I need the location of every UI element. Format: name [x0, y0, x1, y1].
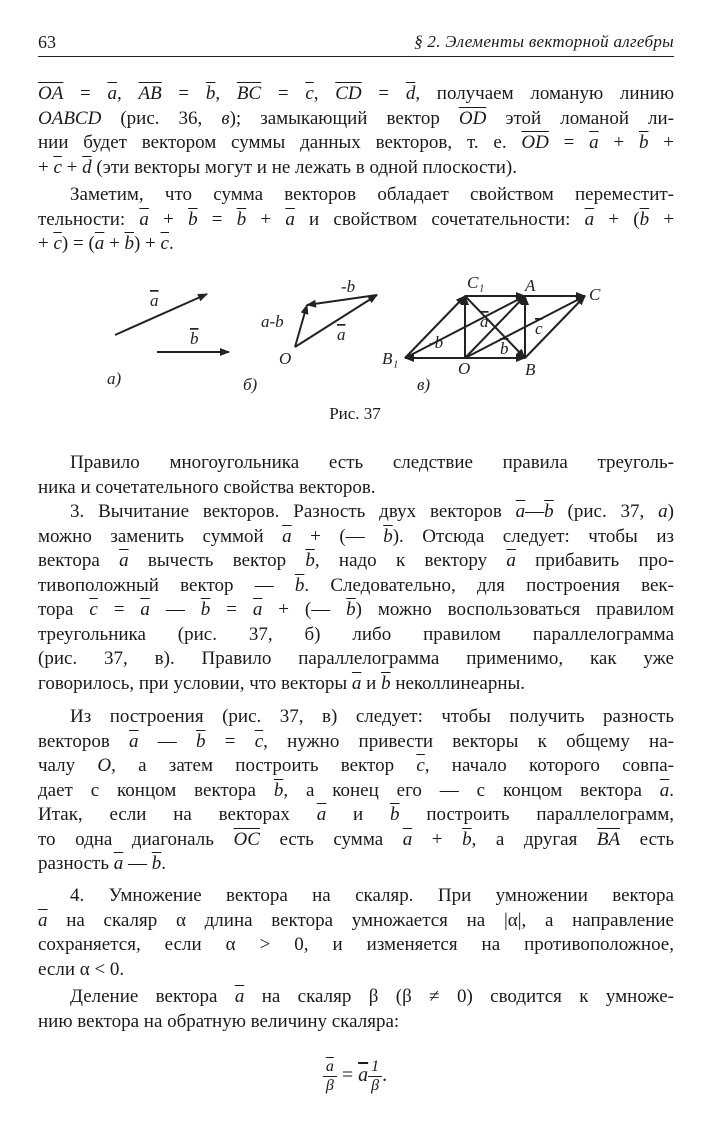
- text-line: [38, 574, 674, 599]
- label-vector-a-triangle: a: [337, 325, 346, 344]
- text-run: ). Отсюда следует: чтобы из: [392, 525, 674, 547]
- vector-a: $\overline{a}$: [119, 550, 129, 571]
- label-part-b: б): [243, 375, 258, 394]
- fraction-denominator: β: [371, 1077, 380, 1094]
- text-run: —: [138, 730, 196, 752]
- text-run: +: [38, 233, 54, 254]
- vector-a: $\overline{a}$: [285, 208, 295, 230]
- text-run: , а другая: [471, 828, 597, 850]
- text-line: если α < 0.: [38, 958, 125, 980]
- paragraph-sum-properties: [38, 183, 674, 257]
- text-run: ): [667, 501, 674, 522]
- vector-b: $\overline{b}$: [200, 599, 211, 620]
- vector-b: $\overline{b}$: [124, 233, 134, 254]
- label-vector-c: c: [535, 319, 543, 338]
- paragraph-difference-construction: [38, 705, 674, 877]
- text-italic: в: [221, 107, 230, 129]
- text-run: +: [598, 132, 639, 153]
- label-point-O-triangle: O: [279, 349, 292, 368]
- vector-a: $\overline{a}$: [358, 1064, 369, 1087]
- text-run: , а затем построить вектор: [111, 755, 417, 776]
- vector-b: $\overline{b}$: [273, 779, 284, 801]
- text-run: =: [97, 599, 141, 620]
- text-line: [38, 232, 674, 257]
- text-run: этой ломаной ли-: [486, 107, 674, 129]
- text-run: говорилось, при условии, что векторы: [38, 672, 352, 694]
- text-run: неколлинеарны.: [390, 672, 526, 694]
- vector-b: $\overline{b}$: [381, 672, 391, 694]
- vector-b: $\overline{b}$: [196, 730, 206, 752]
- point-OABCD: OABCD: [38, 107, 102, 129]
- vector-b: $\overline{b}$: [305, 550, 315, 571]
- text-run: , а конец его — с концом вектора: [283, 779, 660, 801]
- vector-b: $\overline{b}$: [294, 574, 305, 596]
- text-run: , надо к вектору: [314, 550, 507, 571]
- vector-BA: $\overline{BA}$: [596, 828, 621, 850]
- page-number: 63: [38, 32, 56, 52]
- text-run: и: [326, 804, 391, 825]
- vector-a: $\overline{a}$: [113, 853, 124, 874]
- text-line: (рис. 37, в). Правило параллелограмма применимо, как уже: [38, 648, 674, 669]
- vector-a: $\overline{a}$: [282, 525, 292, 547]
- text-line: [38, 598, 674, 623]
- vector-b: $\overline{b}$: [151, 853, 162, 874]
- label-point-O-parallelogram: O: [458, 359, 471, 378]
- text-run: ) = (: [61, 233, 95, 254]
- text-run: +: [148, 208, 189, 230]
- vector-c: $\overline{c}$: [89, 599, 98, 620]
- fraction-denominator: β: [325, 1077, 334, 1094]
- vector-b: $\overline{b}$: [544, 501, 554, 522]
- vector-c: $\overline{c}$: [254, 730, 264, 752]
- vector-b: $\overline{b}$: [236, 208, 247, 230]
- text-run: прибавить про-: [515, 550, 674, 571]
- text-line: [38, 985, 674, 1010]
- vector-a: $\overline{a}$: [252, 599, 263, 620]
- arrow-vector-a-b: [295, 295, 377, 347]
- text-line: Заметим, что сумма векторов обладает свойством переместит-: [70, 184, 674, 205]
- text-run: + (—: [262, 599, 347, 620]
- text-run: =: [210, 599, 253, 620]
- vector-a: $\overline{a}$: [140, 599, 150, 620]
- text-run: ,: [117, 83, 139, 104]
- text-run: разность: [38, 853, 114, 874]
- text-run: и: [361, 672, 382, 694]
- vector-a: $\overline{a}$: [139, 208, 149, 230]
- label-point-B: B: [525, 360, 536, 379]
- text-run: .: [168, 233, 174, 254]
- text-run: есть сумма: [259, 828, 403, 850]
- text-run: вычесть вектор: [128, 550, 306, 571]
- text-line: ника и сочетательного свойства векторов.: [38, 476, 376, 498]
- vector-OA: $\overline{OA}$: [38, 83, 64, 104]
- vector-c: $\overline{c}$: [305, 83, 314, 104]
- text-run: (рис. 36,: [101, 107, 222, 129]
- fraction-numerator: $\overline{a}$: [323, 1058, 337, 1077]
- figure-caption: Рис. 37: [329, 404, 381, 423]
- text-run: ,: [313, 83, 336, 104]
- text-line: [38, 779, 674, 804]
- text-run: , начало которого совпа-: [424, 755, 675, 776]
- label-part-v: в): [417, 375, 431, 394]
- vector-a: $\overline{a}$: [589, 132, 599, 153]
- text-run: ,: [215, 83, 237, 104]
- vector-a: $\overline{a}$: [107, 83, 117, 104]
- formula-period: .: [382, 1064, 388, 1087]
- text-run: тельности:: [38, 208, 140, 230]
- paragraph-polygon-rule: [38, 451, 674, 500]
- vector-OC: $\overline{OC}$: [233, 828, 260, 850]
- vector-d: $\overline{d}$: [405, 83, 416, 104]
- vector-a: $\overline{a}$: [584, 208, 595, 230]
- text-run: Деление вектора: [70, 986, 235, 1007]
- vector-OD: $\overline{OD}$: [458, 107, 487, 129]
- fraction-numerator: 1: [368, 1058, 382, 1077]
- vector-c: $\overline{c}$: [416, 755, 425, 776]
- vector-OD: $\overline{OD}$: [521, 132, 549, 153]
- text-run: +: [246, 208, 286, 230]
- text-line: [38, 131, 674, 156]
- division-formula: [0, 1058, 710, 1095]
- text-run: , нужно привести векторы к общему на-: [263, 730, 674, 752]
- equals-sign: =: [336, 1064, 359, 1087]
- vector-b: $\overline{b}$: [346, 599, 356, 620]
- label-point-C1: C₁: [467, 273, 485, 292]
- vector-a: $\overline{a}$: [506, 550, 516, 571]
- vector-c: $\overline{c}$: [53, 156, 62, 178]
- text-run: + (: [594, 208, 640, 230]
- text-run: чалу: [38, 755, 98, 776]
- label-vector-a: a: [150, 291, 159, 310]
- text-line: [38, 525, 674, 550]
- figure-37: [95, 272, 635, 402]
- vector-b: $\overline{b}$: [462, 828, 472, 850]
- text-run: тивоположный вектор —: [38, 574, 295, 596]
- label-part-a: а): [107, 369, 122, 388]
- text-run: векторов: [38, 730, 130, 752]
- label-point-A: A: [525, 276, 536, 295]
- label-vector-a-parallelogram: a: [480, 312, 489, 331]
- paragraph-scalar-multiplication: [38, 884, 674, 982]
- vector-a: $\overline{a}$: [316, 804, 327, 825]
- vector-a: $\overline{a}$: [351, 672, 362, 694]
- text-line: [38, 156, 674, 181]
- text-run: —: [149, 599, 201, 620]
- vector-a: $\overline{a}$: [659, 779, 670, 801]
- text-line: [38, 803, 674, 828]
- text-run: на скаляр α длина вектора умножается на |α|, а направление: [47, 909, 674, 931]
- text-line: [38, 208, 674, 233]
- label-vector-b-parallelogram: b: [500, 339, 509, 358]
- text-run: +: [104, 233, 125, 254]
- text-run: (эти векторы могут и не лежать в одной плоскости).: [91, 156, 517, 178]
- text-line: [38, 500, 674, 525]
- text-run: ) +: [134, 233, 161, 254]
- text-run: =: [205, 730, 255, 752]
- text-line: треугольника (рис. 37, б) либо правилом параллелограмма: [38, 623, 674, 645]
- label-point-C: C: [589, 285, 601, 304]
- text-run: + (—: [291, 525, 384, 547]
- vector-a: $\overline{a}$: [402, 828, 413, 850]
- text-italic: а: [658, 501, 668, 522]
- paragraph-polygon-sum: [38, 82, 674, 180]
- vector-c: $\overline{c}$: [53, 233, 62, 254]
- text-run: тора: [38, 599, 90, 620]
- text-run: можно заменить суммой: [38, 525, 283, 547]
- text-run: есть: [620, 828, 674, 850]
- text-run: Итак, если на векторах: [38, 804, 317, 825]
- text-run: +: [38, 156, 54, 178]
- vector-a: $\overline{a}$: [515, 501, 526, 522]
- text-line: [38, 828, 674, 853]
- text-run: . Следовательно, для построения век-: [304, 574, 674, 596]
- vector-a: $\overline{a}$: [234, 986, 245, 1007]
- label-minus-b: -b: [341, 277, 356, 296]
- text-run: .: [161, 853, 166, 874]
- vector-b: $\overline{b}$: [390, 804, 400, 825]
- vector-diagram: [95, 272, 635, 402]
- vector-a: $\overline{a}$: [38, 909, 48, 931]
- text-run: дает с концом вектора: [38, 779, 274, 801]
- label-vector-b: b: [190, 329, 199, 348]
- text-run: =: [63, 83, 108, 104]
- text-run: вектора: [38, 550, 120, 571]
- vector-b: $\overline{b}$: [639, 208, 650, 230]
- vector-a: $\overline{a}$: [94, 233, 105, 254]
- text-line: [38, 672, 674, 697]
- text-run: ) можно воспользоваться правилом: [355, 599, 674, 620]
- fraction-one-over-beta: [368, 1058, 382, 1095]
- text-run: =: [548, 132, 590, 153]
- text-run: построить параллелограмм,: [399, 804, 674, 825]
- text-line: [38, 82, 674, 107]
- running-head: § 2. Элементы векторной алгебры: [414, 32, 674, 51]
- text-run: +: [648, 132, 675, 153]
- text-run: (рис. 37,: [553, 501, 659, 522]
- vector-d: $\overline{d}$: [82, 156, 92, 178]
- text-line: [38, 730, 674, 755]
- text-run: =: [361, 83, 406, 104]
- arrow-minus-b: [307, 295, 377, 305]
- text-run: —: [123, 853, 152, 874]
- running-header: [38, 30, 674, 57]
- vector-b: $\overline{b}$: [188, 208, 198, 230]
- vector-c: $\overline{c}$: [160, 233, 169, 254]
- text-run: и свойством сочетательности:: [294, 208, 585, 230]
- text-line: [38, 107, 674, 132]
- fraction-a-over-beta: [323, 1058, 337, 1095]
- text-run: =: [197, 208, 237, 230]
- text-line: [38, 754, 674, 779]
- text-run: нии будет вектором суммы данных векторов, т. е.: [38, 132, 522, 153]
- text-line: [38, 549, 674, 574]
- text-run: .: [669, 779, 675, 801]
- text-line: [38, 909, 674, 934]
- text-run: , получаем ломаную линию: [415, 83, 675, 104]
- vector-AB: $\overline{AB}$: [138, 83, 162, 104]
- vector-b: $\overline{b}$: [638, 132, 649, 153]
- vector-b: $\overline{b}$: [383, 525, 393, 547]
- text-line: Правило многоугольника есть следствие правила треуголь-: [70, 452, 674, 473]
- arrow-B-C: [525, 296, 585, 358]
- text-run: —: [525, 501, 545, 522]
- point-O: O: [97, 755, 112, 776]
- text-line: [38, 852, 674, 877]
- text-run: ); замыкающий вектор: [229, 107, 459, 129]
- vector-a: $\overline{a}$: [129, 730, 139, 752]
- text-line: 4. Умножение вектора на скаляр. При умножении вектора: [70, 885, 674, 906]
- text-line: Из построения (рис. 37, в) следует: чтобы получить разность: [70, 706, 674, 727]
- text-line: сохраняется, если α > 0, и изменяется на противоположное,: [38, 934, 674, 955]
- paragraph-scalar-division: [38, 985, 674, 1034]
- vector-BC: $\overline{BC}$: [236, 83, 262, 104]
- label-point-B1: B₁: [382, 349, 399, 368]
- vector-CD: $\overline{CD}$: [335, 83, 362, 104]
- paragraph-vector-subtraction: [38, 500, 674, 696]
- label-minus-b-parallelogram: -b: [429, 333, 444, 352]
- text-run: то одна диагональ: [38, 828, 234, 850]
- text-run: =: [161, 83, 206, 104]
- text-line: нию вектора на обратную величину скаляра:: [38, 1010, 400, 1032]
- vector-b: $\overline{b}$: [205, 83, 216, 104]
- text-run: +: [649, 208, 675, 230]
- text-run: +: [412, 828, 463, 850]
- text-run: 3. Вычитание векторов. Разность двух векторов: [70, 501, 516, 522]
- text-run: на скаляр β (β ≠ 0) сводится к умноже-: [244, 986, 674, 1007]
- label-a-minus-b: a-b: [261, 312, 284, 331]
- text-run: =: [261, 83, 306, 104]
- text-run: +: [61, 156, 83, 178]
